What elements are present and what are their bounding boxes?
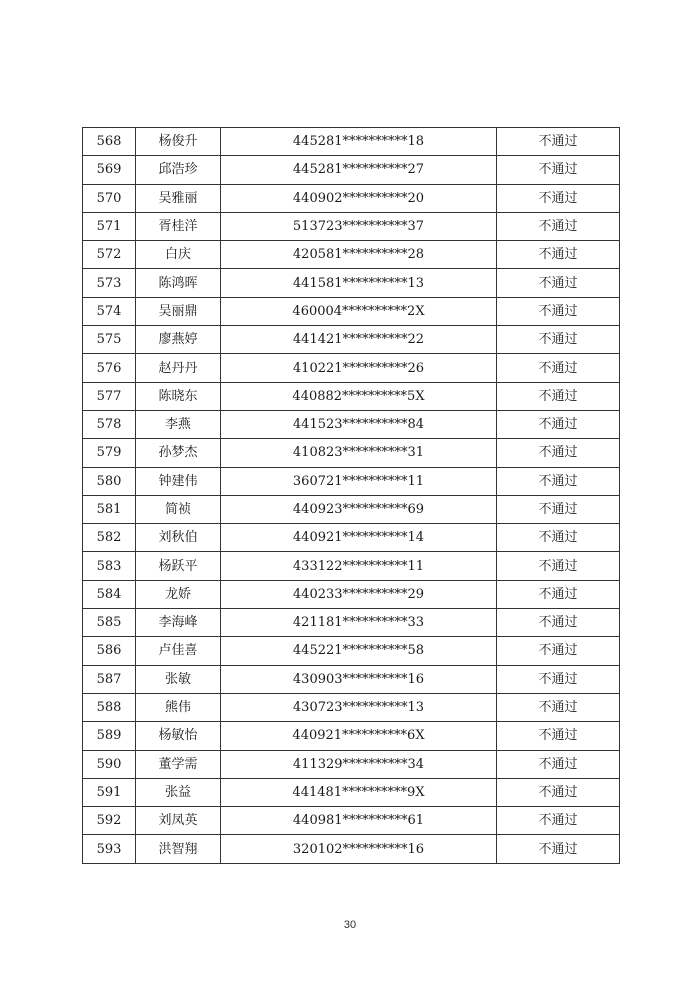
applicant-table: [82, 127, 620, 864]
table-row: [83, 778, 620, 806]
result-cell: 不通过: [497, 410, 620, 438]
result-cell: 不通过: [497, 439, 620, 467]
result-cell: 不通过: [497, 778, 620, 806]
result-cell: 不通过: [497, 495, 620, 523]
table-row: [83, 495, 620, 523]
table-row: [83, 156, 620, 184]
result-cell: 不通过: [497, 241, 620, 269]
name-cell: 董学需: [136, 750, 221, 778]
table-row: [83, 184, 620, 212]
row-number-cell: 569: [83, 156, 136, 184]
result-cell: 不通过: [497, 524, 620, 552]
id-number-cell: 445281**********18: [221, 128, 497, 156]
row-number-cell: 574: [83, 297, 136, 325]
page-number: 30: [343, 919, 357, 931]
row-number-cell: 584: [83, 580, 136, 608]
row-number-cell: 577: [83, 382, 136, 410]
table-row: [83, 807, 620, 835]
table-row: [83, 354, 620, 382]
id-number-cell: 410823**********31: [221, 439, 497, 467]
result-cell: 不通过: [497, 807, 620, 835]
row-number-cell: 590: [83, 750, 136, 778]
row-number-cell: 576: [83, 354, 136, 382]
id-number-cell: 440233**********29: [221, 580, 497, 608]
name-cell: 白庆: [136, 241, 221, 269]
id-number-cell: 430903**********16: [221, 665, 497, 693]
id-number-cell: 440921**********6X: [221, 722, 497, 750]
table-row: [83, 580, 620, 608]
name-cell: 吴雅丽: [136, 184, 221, 212]
row-number-cell: 573: [83, 269, 136, 297]
row-number-cell: 585: [83, 609, 136, 637]
row-number-cell: 591: [83, 778, 136, 806]
table-row: [83, 693, 620, 721]
id-number-cell: 430723**********13: [221, 693, 497, 721]
name-cell: 赵丹丹: [136, 354, 221, 382]
name-cell: 吴丽鼎: [136, 297, 221, 325]
table-row: [83, 552, 620, 580]
table-row: [83, 467, 620, 495]
id-number-cell: 440921**********14: [221, 524, 497, 552]
row-number-cell: 578: [83, 410, 136, 438]
name-cell: 卢佳喜: [136, 637, 221, 665]
row-number-cell: 583: [83, 552, 136, 580]
name-cell: 杨跃平: [136, 552, 221, 580]
id-number-cell: 360721**********11: [221, 467, 497, 495]
result-cell: 不通过: [497, 269, 620, 297]
id-number-cell: 420581**********28: [221, 241, 497, 269]
result-cell: 不通过: [497, 665, 620, 693]
row-number-cell: 572: [83, 241, 136, 269]
id-number-cell: 445281**********27: [221, 156, 497, 184]
table-row: [83, 665, 620, 693]
name-cell: 熊伟: [136, 693, 221, 721]
row-number-cell: 589: [83, 722, 136, 750]
name-cell: 龙娇: [136, 580, 221, 608]
name-cell: 杨敏怡: [136, 722, 221, 750]
id-number-cell: 433122**********11: [221, 552, 497, 580]
id-number-cell: 441481**********9X: [221, 778, 497, 806]
row-number-cell: 586: [83, 637, 136, 665]
name-cell: 杨俊升: [136, 128, 221, 156]
name-cell: 刘秋伯: [136, 524, 221, 552]
name-cell: 李燕: [136, 410, 221, 438]
row-number-cell: 592: [83, 807, 136, 835]
id-number-cell: 445221**********58: [221, 637, 497, 665]
id-number-cell: 440882**********5X: [221, 382, 497, 410]
id-number-cell: 440902**********20: [221, 184, 497, 212]
row-number-cell: 580: [83, 467, 136, 495]
result-cell: 不通过: [497, 722, 620, 750]
name-cell: 邱浩珍: [136, 156, 221, 184]
id-number-cell: 411329**********34: [221, 750, 497, 778]
table-row: [83, 212, 620, 240]
name-cell: 孙梦杰: [136, 439, 221, 467]
row-number-cell: 593: [83, 835, 136, 863]
id-number-cell: 460004**********2X: [221, 297, 497, 325]
row-number-cell: 588: [83, 693, 136, 721]
name-cell: 张益: [136, 778, 221, 806]
result-cell: 不通过: [497, 212, 620, 240]
id-number-cell: 440981**********61: [221, 807, 497, 835]
table-row: [83, 128, 620, 156]
name-cell: 张敏: [136, 665, 221, 693]
id-number-cell: 421181**********33: [221, 609, 497, 637]
result-cell: 不通过: [497, 184, 620, 212]
table-row: [83, 524, 620, 552]
result-cell: 不通过: [497, 552, 620, 580]
id-number-cell: 440923**********69: [221, 495, 497, 523]
table-row: [83, 609, 620, 637]
table-row: [83, 439, 620, 467]
result-cell: 不通过: [497, 609, 620, 637]
name-cell: 简祯: [136, 495, 221, 523]
table-row: [83, 410, 620, 438]
table-row: [83, 297, 620, 325]
row-number-cell: 568: [83, 128, 136, 156]
id-number-cell: 410221**********26: [221, 354, 497, 382]
row-number-cell: 575: [83, 326, 136, 354]
result-cell: 不通过: [497, 326, 620, 354]
name-cell: 李海峰: [136, 609, 221, 637]
row-number-cell: 571: [83, 212, 136, 240]
result-cell: 不通过: [497, 467, 620, 495]
name-cell: 廖燕婷: [136, 326, 221, 354]
table-row: [83, 722, 620, 750]
name-cell: 刘凤英: [136, 807, 221, 835]
result-cell: 不通过: [497, 835, 620, 863]
id-number-cell: 441523**********84: [221, 410, 497, 438]
result-cell: 不通过: [497, 637, 620, 665]
row-number-cell: 581: [83, 495, 136, 523]
id-number-cell: 513723**********37: [221, 212, 497, 240]
name-cell: 洪智翔: [136, 835, 221, 863]
table-row: [83, 269, 620, 297]
row-number-cell: 579: [83, 439, 136, 467]
name-cell: 钟建伟: [136, 467, 221, 495]
id-number-cell: 441421**********22: [221, 326, 497, 354]
result-cell: 不通过: [497, 750, 620, 778]
id-number-cell: 320102**********16: [221, 835, 497, 863]
table-row: [83, 382, 620, 410]
table-row: [83, 326, 620, 354]
id-number-cell: 441581**********13: [221, 269, 497, 297]
applicant-table-body: [83, 128, 620, 864]
result-cell: 不通过: [497, 693, 620, 721]
row-number-cell: 570: [83, 184, 136, 212]
result-cell: 不通过: [497, 156, 620, 184]
result-cell: 不通过: [497, 354, 620, 382]
name-cell: 陈晓东: [136, 382, 221, 410]
name-cell: 胥桂洋: [136, 212, 221, 240]
result-cell: 不通过: [497, 382, 620, 410]
row-number-cell: 587: [83, 665, 136, 693]
result-cell: 不通过: [497, 297, 620, 325]
result-cell: 不通过: [497, 128, 620, 156]
table-row: [83, 835, 620, 863]
table-row: [83, 750, 620, 778]
table-row: [83, 241, 620, 269]
result-cell: 不通过: [497, 580, 620, 608]
row-number-cell: 582: [83, 524, 136, 552]
name-cell: 陈鸿晖: [136, 269, 221, 297]
table-row: [83, 637, 620, 665]
